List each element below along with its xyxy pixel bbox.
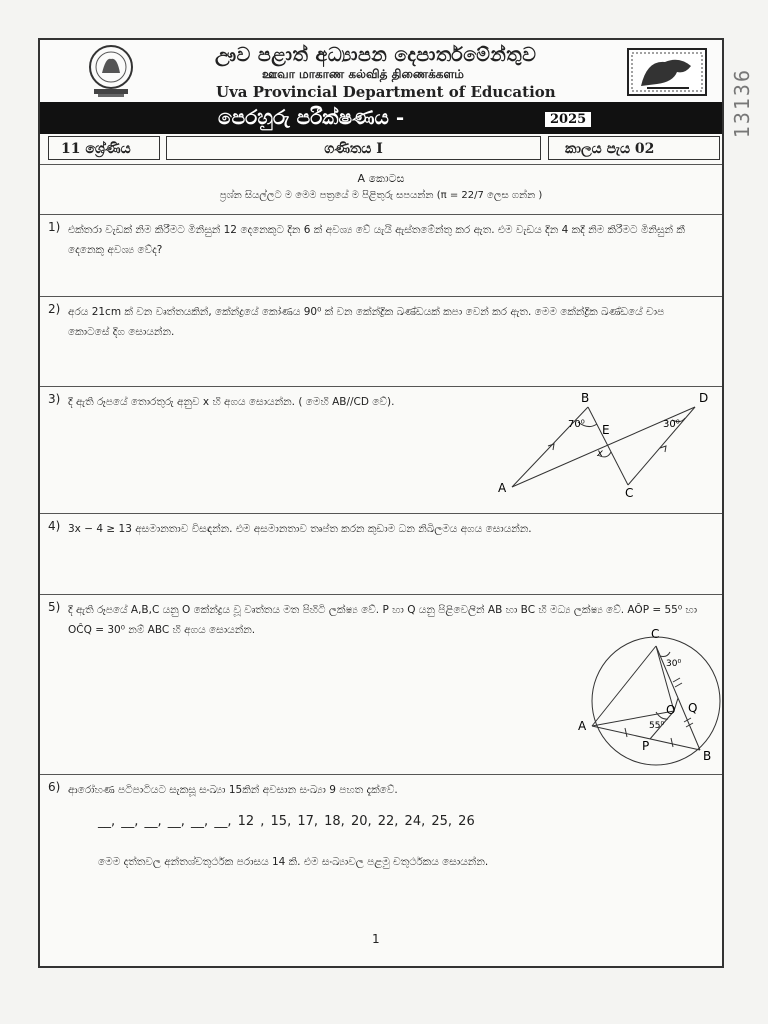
point-a-label: A bbox=[578, 719, 587, 733]
subject-box: ගණිතය I bbox=[166, 136, 541, 160]
question-text: ආරෝහණ පටිපාටියට සැකසූ සංඛ්‍යා 15කින් අවසාන සංඛ්‍යා 9 පහත දැක්වේ. bbox=[68, 784, 398, 796]
point-b-label: B bbox=[703, 749, 712, 763]
department-logo-icon bbox=[627, 48, 707, 96]
exam-title-band bbox=[40, 102, 722, 134]
point-c-label: C bbox=[651, 627, 660, 641]
header-sinhala: ඌව පළාත් අධ්‍යාපන දෙපාර්තමේන්තුව bbox=[215, 44, 537, 66]
point-c-label: C bbox=[625, 486, 634, 500]
angle-x-label: x bbox=[597, 448, 603, 459]
question-note: මෙම දත්තවල අන්තශ්චතුර්ථක පරාසය 14 කි. එම සංඛ්‍යාවල පළමු චතුර්ථකය සොයන්න. bbox=[98, 856, 489, 868]
question-number: 3) bbox=[48, 392, 61, 406]
document-id-stamp: 13136 bbox=[730, 68, 754, 139]
page-number: 1 bbox=[372, 932, 380, 946]
point-a-label: A bbox=[498, 481, 507, 495]
angle-b-label: 70⁰ bbox=[568, 419, 585, 430]
question-number: 2) bbox=[48, 302, 61, 316]
question-text: දී ඇති රූපයේ A,B,C යනු O කේන්ද්‍රය වූ වෘත්තය මත පිහිටි ලක්ෂ්‍ය වේ. P හා Q යනු පිළිවෙලින් AB හා BC හි මධ්‍ය ලක්ෂ්‍ය වේ. AÔP = 55⁰ හා OĈQ = 30⁰ නම් ABC හි අගය සොයන්න. bbox=[68, 604, 698, 636]
point-p-label: P bbox=[642, 739, 650, 753]
question-text: දී ඇති රූපයේ තොරතුරු අනුව x හි අගය සොයන්න. ( මෙහි AB//CD වේ). bbox=[68, 396, 395, 408]
parallel-lines-figure bbox=[480, 386, 720, 511]
page-header bbox=[40, 40, 722, 103]
number-sequence: __, __, __, __, __, __, 12 , 15, 17, 18, 20, 22, 24, 25, 26 bbox=[98, 814, 475, 829]
exam-title: පෙරහුරු පරීක්ෂණය - bbox=[218, 105, 405, 129]
point-b-label: B bbox=[581, 391, 590, 405]
section-instruction: ප්‍රශ්න සියල්ලට ම මෙම පත්‍රයේ ම පිළිතුරු සපයන්න (π = 22/7 ලෙස ගන්න ) bbox=[219, 190, 543, 201]
question-3 bbox=[40, 386, 722, 514]
point-o-label: O bbox=[666, 703, 676, 717]
question-number: 5) bbox=[48, 600, 61, 614]
exam-paper bbox=[38, 38, 724, 968]
exam-year: 2025 bbox=[545, 112, 591, 127]
question-text: අරය 21cm ක් වන වෘත්තයකින්, කේන්ද්‍රයේ කෝණය 90⁰ ක් වන කේන්ද්‍රික ඛණ්ඩයක් කපා වෙන් කර ඇත. මෙම කේන්ද්‍රික ඛණ්ඩයේ චාප කොටසේ දිග සොයන්න. bbox=[68, 306, 665, 338]
angle-d-label: 30⁰ bbox=[663, 419, 680, 430]
section-name: A කොටස bbox=[357, 172, 405, 185]
circle-figure bbox=[570, 616, 725, 774]
grade-box: 11 ශ්‍රේණිය bbox=[48, 136, 160, 160]
question-1 bbox=[40, 214, 722, 297]
section-header bbox=[40, 164, 722, 215]
question-6 bbox=[40, 774, 722, 924]
question-5 bbox=[40, 594, 722, 775]
question-text: එක්තරා වැඩක් නිම කිරීමට මිනිසුන් 12 දෙනෙකුට දින 6 ක් අවශ්‍ය වේ යැයි ඇස්තමේන්තු කර ඇත. එම වැඩය දින 4 කදී නිම කිරීමට මිනිසුන් කී දෙනෙකු අවශ්‍ය වේද? bbox=[68, 224, 685, 256]
question-number: 1) bbox=[48, 220, 61, 234]
exam-info-row bbox=[40, 134, 722, 165]
point-q-label: Q bbox=[688, 701, 698, 715]
point-e-label: E bbox=[602, 423, 610, 437]
question-2 bbox=[40, 296, 722, 387]
angle-c-label: 30⁰ bbox=[666, 659, 682, 669]
question-number: 6) bbox=[48, 780, 61, 794]
sri-lanka-emblem-icon bbox=[84, 43, 138, 99]
header-tamil: ஊவா மாகாண கல்வித் திணைக்களம் bbox=[262, 67, 464, 81]
angle-o-label: 55⁰ bbox=[649, 721, 665, 731]
point-d-label: D bbox=[699, 391, 709, 405]
header-english: Uva Provincial Department of Education bbox=[216, 83, 556, 101]
question-4 bbox=[40, 513, 722, 595]
question-number: 4) bbox=[48, 519, 61, 533]
question-text: 3x − 4 ≥ 13 අසමානතාව විසඳන්න. එම අසමානතාව තෘප්ත කරන කුඩාම ධන නිඛිලමය අගය සොයන්න. bbox=[68, 523, 532, 535]
time-box: කාලය පැය 02 bbox=[548, 136, 720, 160]
